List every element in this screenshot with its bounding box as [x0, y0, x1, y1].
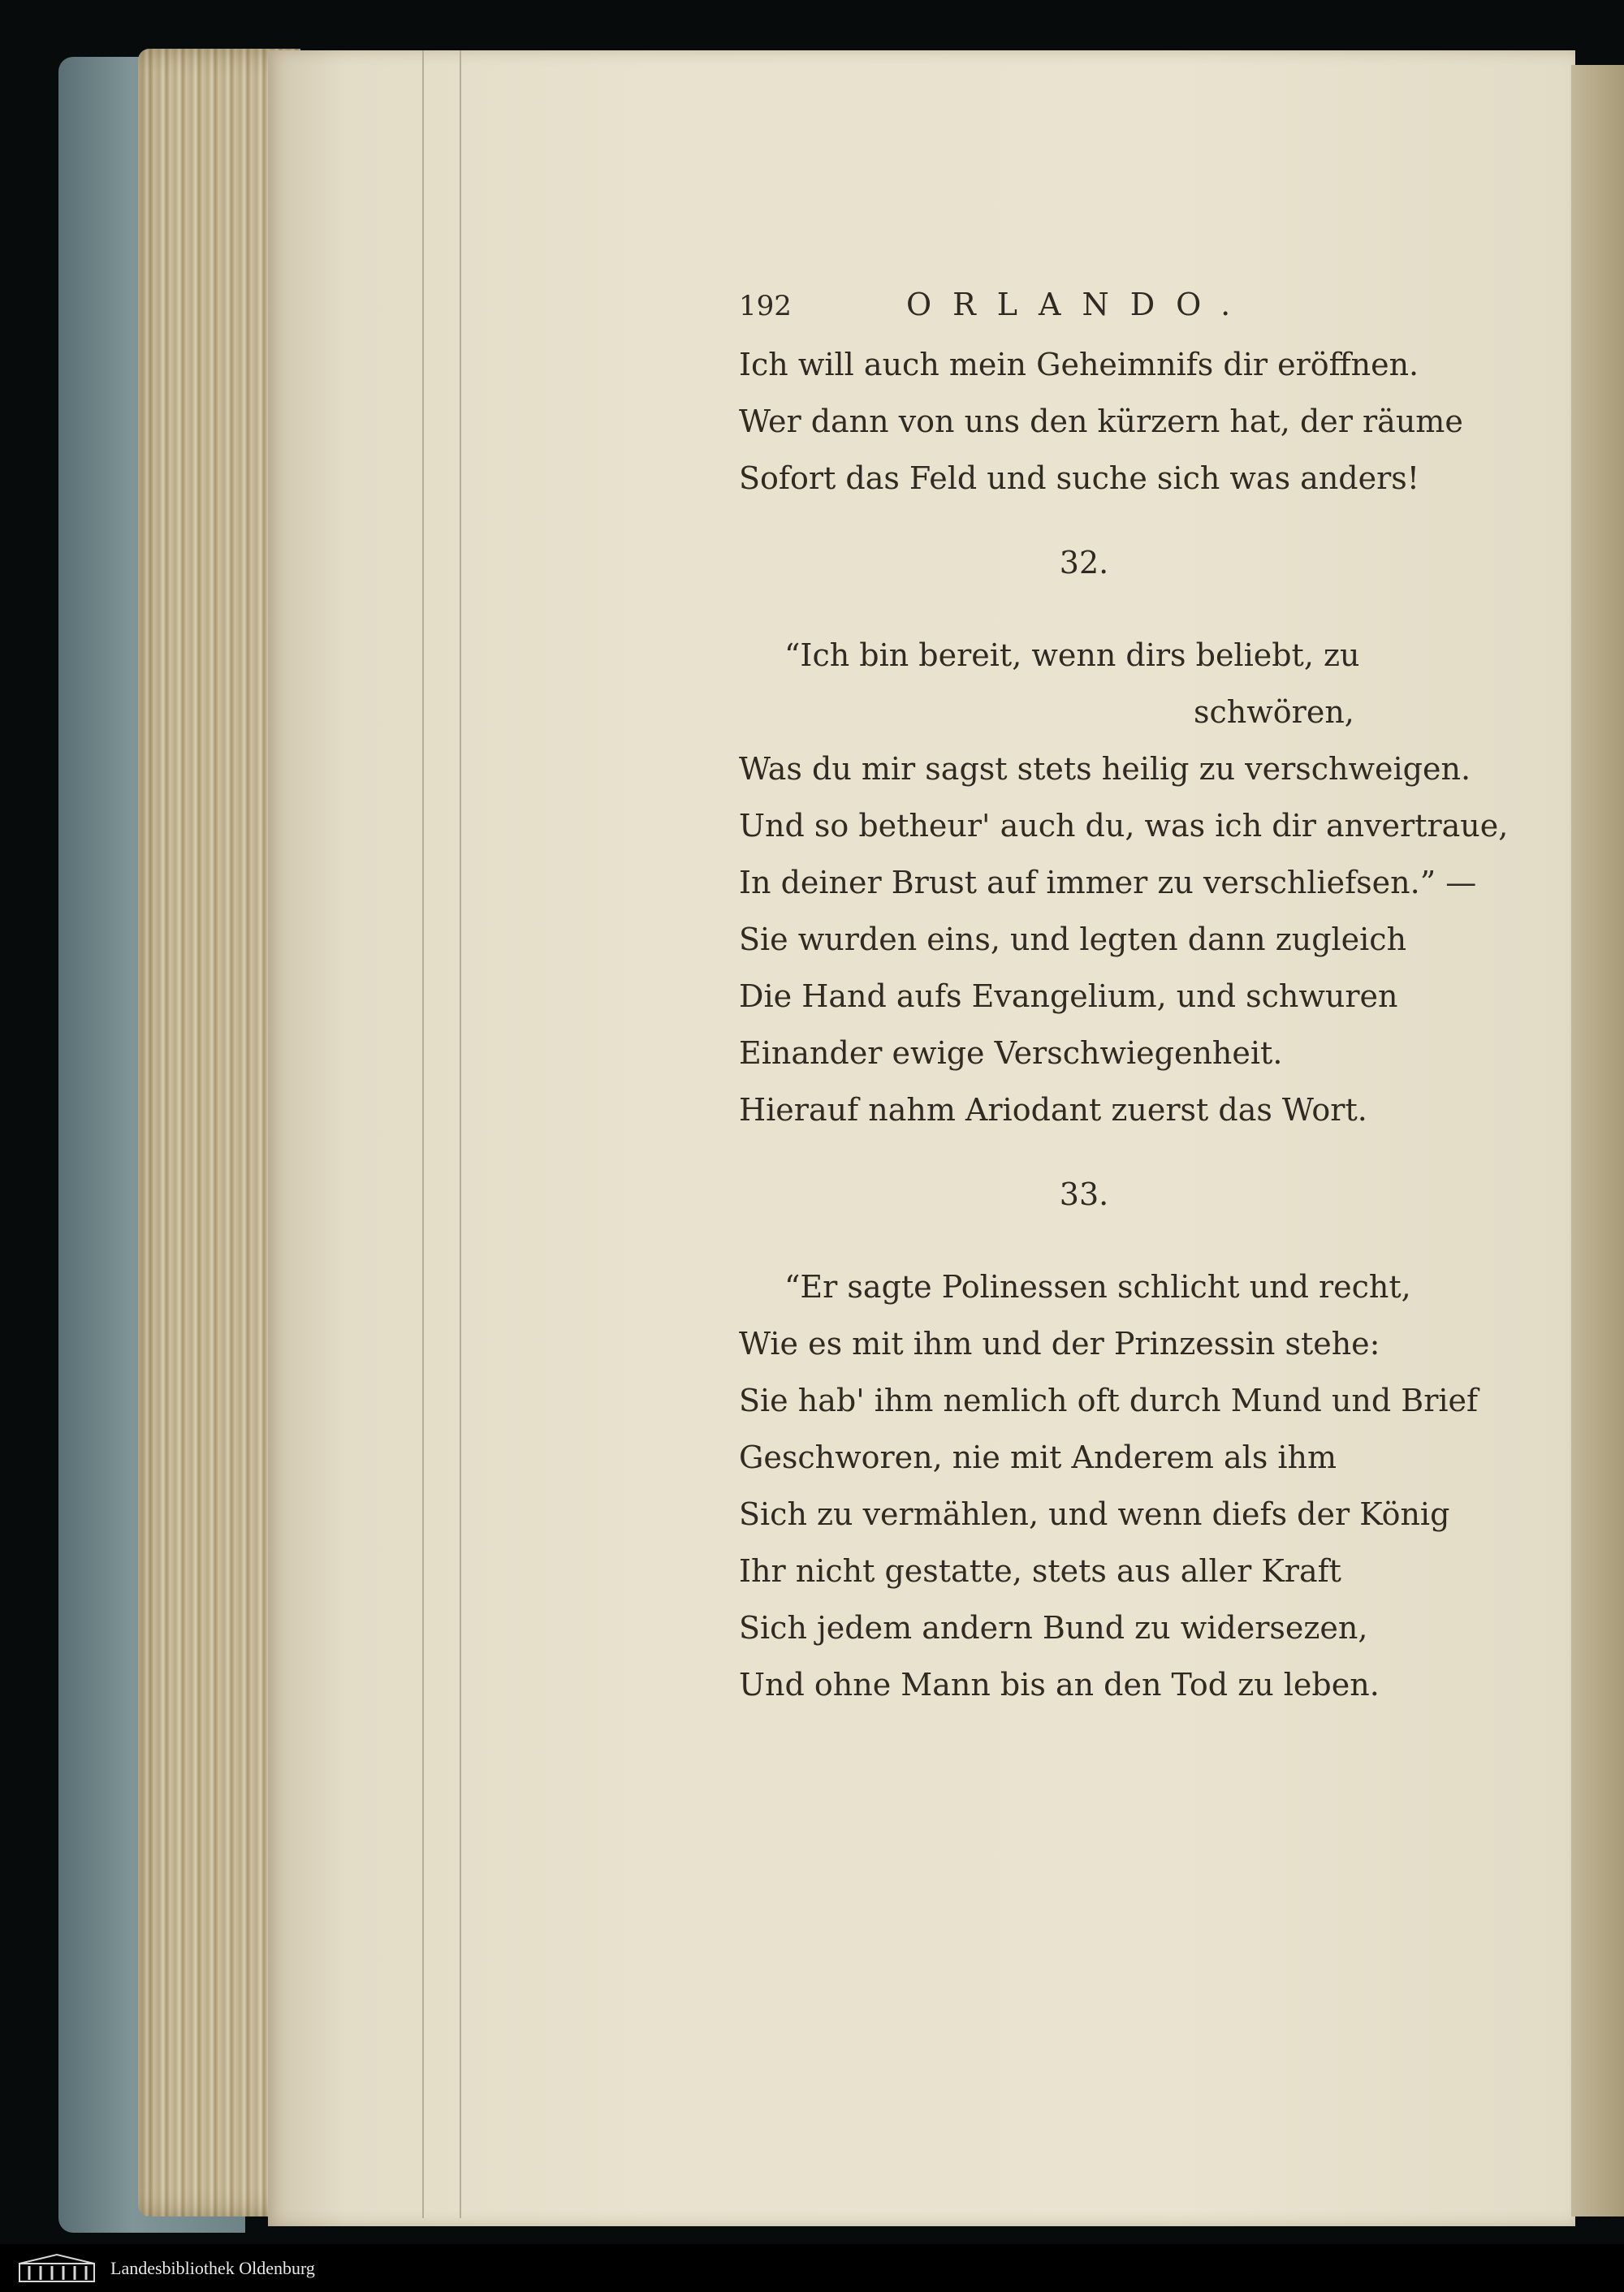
verse-line: “Ich bin bereit, wenn dirs beliebt, zu [784, 637, 1360, 673]
verse-line: Wie es mit ihm und der Prinzessin stehe: [739, 1326, 1380, 1362]
verse-line: Wer dann von uns den kürzern hat, der räume [739, 404, 1463, 439]
verse-line: Was du mir sagst stets heilig zu verschweigen. [739, 751, 1471, 787]
verse-line-continuation: schwören, [1194, 694, 1354, 730]
verse-line: Ihr nicht gestatte, stets aus aller Kraft [739, 1553, 1341, 1589]
stanza-number: 33. [1059, 1176, 1109, 1212]
stanza-number: 32. [1059, 545, 1109, 581]
verse-line: Sofort das Feld und suche sich was anders! [739, 460, 1420, 496]
library-building-icon [18, 2252, 96, 2285]
verse-line: Einander ewige Verschwiegenheit. [739, 1035, 1283, 1071]
verse-line: Sie wurden eins, und legten dann zugleich [739, 922, 1407, 957]
library-name: Landesbibliothek Oldenburg [110, 2257, 315, 2278]
verse-line: Ich will auch mein Geheimnifs dir eröffnen. [739, 347, 1419, 382]
running-title: ORLANDO. [906, 287, 1252, 322]
page-fold-line [422, 50, 424, 2218]
page-text [739, 276, 1509, 1713]
verse-line: Die Hand aufs Evangelium, und schwuren [739, 978, 1398, 1014]
page-fold-line [460, 50, 461, 2218]
verse-line: In deiner Brust auf immer zu verschliefsen.” — [739, 865, 1477, 900]
verse-line: Und ohne Mann bis an den Tod zu leben. [739, 1667, 1380, 1703]
page-header [739, 276, 1502, 341]
facing-page-edge [1571, 65, 1624, 2216]
page-number: 192 [739, 290, 792, 322]
verse-line: Sie hab' ihm nemlich oft durch Mund und Brief [739, 1383, 1479, 1418]
verse-line: Hierauf nahm Ariodant zuerst das Wort. [739, 1092, 1367, 1128]
verse-line: Sich zu vermählen, und wenn diefs der König [739, 1496, 1450, 1532]
verse-line: Geschworen, nie mit Anderem als ihm [739, 1440, 1337, 1475]
library-footer [0, 2244, 1624, 2292]
verse-line: Sich jedem andern Bund zu widersezen, [739, 1610, 1368, 1646]
verse-line: “Er sagte Polinessen schlicht und recht, [784, 1269, 1411, 1305]
verse-line: Und so betheur' auch du, was ich dir anvertraue, [739, 808, 1509, 844]
